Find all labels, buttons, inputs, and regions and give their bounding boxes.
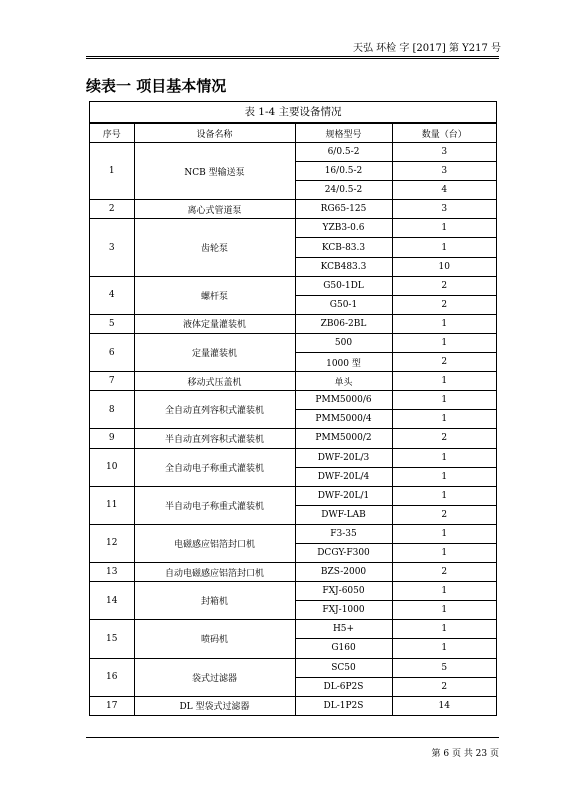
cell-number: 6 xyxy=(90,333,134,371)
cell-number: 3 xyxy=(90,219,134,276)
cell-quantity: 1 xyxy=(392,543,496,562)
cell-quantity: 2 xyxy=(392,276,496,295)
cell-quantity: 1 xyxy=(392,372,496,391)
table-row xyxy=(90,563,496,582)
document-header: 天弘 环检 字 [2017] 第 Y217 号 xyxy=(352,43,501,54)
cell-equipment-name: 喷码机 xyxy=(134,620,295,658)
cell-equipment-name: 螺杆泵 xyxy=(134,276,295,314)
cell-model: 24/0.5-2 xyxy=(295,181,392,200)
cell-model: H5+ xyxy=(295,620,392,639)
cell-quantity: 2 xyxy=(392,295,496,314)
cell-model: PMM5000/4 xyxy=(295,410,392,429)
cell-model: PMM5000/6 xyxy=(295,391,392,410)
cell-quantity: 1 xyxy=(392,333,496,352)
cell-quantity: 3 xyxy=(392,200,496,219)
cell-model: DWF-LAB xyxy=(295,505,392,524)
cell-model: DL-1P2S xyxy=(295,696,392,715)
cell-number: 7 xyxy=(90,372,134,391)
table-row xyxy=(90,524,496,543)
cell-model: RG65-125 xyxy=(295,200,392,219)
cell-equipment-name: 全自动电子称重式灌装机 xyxy=(134,448,295,486)
cell-model: DL-6P2S xyxy=(295,677,392,696)
cell-model: PMM5000/2 xyxy=(295,429,392,448)
cell-quantity: 14 xyxy=(392,696,496,715)
cell-equipment-name: 袋式过滤器 xyxy=(134,658,295,696)
cell-number: 8 xyxy=(90,391,134,429)
table-row xyxy=(90,143,496,162)
equipment-table-container xyxy=(89,101,497,716)
cell-number: 15 xyxy=(90,620,134,658)
cell-quantity: 1 xyxy=(392,601,496,620)
table-body xyxy=(90,143,496,715)
cell-equipment-name: 全自动直列容积式灌装机 xyxy=(134,391,295,429)
cell-quantity: 1 xyxy=(392,219,496,238)
cell-equipment-name: 半自动电子称重式灌装机 xyxy=(134,486,295,524)
cell-number: 16 xyxy=(90,658,134,696)
table-row xyxy=(90,314,496,333)
cell-quantity: 1 xyxy=(392,582,496,601)
table-row xyxy=(90,391,496,410)
cell-quantity: 1 xyxy=(392,467,496,486)
cell-quantity: 1 xyxy=(392,410,496,429)
cell-model: F3-35 xyxy=(295,524,392,543)
cell-equipment-name: 液体定量灌装机 xyxy=(134,314,295,333)
cell-model: DWF-20L/1 xyxy=(295,486,392,505)
cell-number: 10 xyxy=(90,448,134,486)
cell-quantity: 2 xyxy=(392,677,496,696)
column-header-qty: 数量（台） xyxy=(392,124,496,143)
table-row xyxy=(90,219,496,238)
cell-quantity: 2 xyxy=(392,563,496,582)
footer-rule xyxy=(86,737,499,738)
cell-equipment-name: 半自动直列容积式灌装机 xyxy=(134,429,295,448)
table-row xyxy=(90,486,496,505)
cell-quantity: 1 xyxy=(392,238,496,257)
table-header-row xyxy=(90,124,496,143)
section-title: 续表一 项目基本情况 xyxy=(86,77,227,95)
cell-model: FXJ-6050 xyxy=(295,582,392,601)
cell-quantity: 2 xyxy=(392,505,496,524)
cell-number: 2 xyxy=(90,200,134,219)
cell-number: 13 xyxy=(90,563,134,582)
column-header-model: 规格型号 xyxy=(295,124,392,143)
cell-model: 16/0.5-2 xyxy=(295,162,392,181)
cell-equipment-name: NCB 型输送泵 xyxy=(134,143,295,200)
cell-quantity: 1 xyxy=(392,620,496,639)
cell-model: G50-1 xyxy=(295,295,392,314)
table-caption: 表 1-4 主要设备情况 xyxy=(90,102,496,123)
cell-quantity: 1 xyxy=(392,391,496,410)
table-row xyxy=(90,658,496,677)
table-row xyxy=(90,696,496,715)
cell-quantity: 10 xyxy=(392,257,496,276)
cell-model: FXJ-1000 xyxy=(295,601,392,620)
cell-quantity: 2 xyxy=(392,429,496,448)
cell-number: 12 xyxy=(90,524,134,562)
table-row xyxy=(90,429,496,448)
table-row xyxy=(90,333,496,352)
cell-quantity: 4 xyxy=(392,181,496,200)
cell-equipment-name: 离心式管道泵 xyxy=(134,200,295,219)
cell-model: KCB483.3 xyxy=(295,257,392,276)
cell-equipment-name: DL 型袋式过滤器 xyxy=(134,696,295,715)
cell-quantity: 2 xyxy=(392,353,496,372)
cell-number: 17 xyxy=(90,696,134,715)
cell-equipment-name: 自动电磁感应铝箔封口机 xyxy=(134,563,295,582)
cell-model: 1000 型 xyxy=(295,353,392,372)
cell-model: 6/0.5-2 xyxy=(295,143,392,162)
header-rule-thin xyxy=(86,58,499,59)
cell-quantity: 1 xyxy=(392,639,496,658)
cell-model: G50-1DL xyxy=(295,276,392,295)
cell-model: BZS-2000 xyxy=(295,563,392,582)
table-row xyxy=(90,448,496,467)
header-rule xyxy=(86,56,499,57)
cell-model: KCB-83.3 xyxy=(295,238,392,257)
equipment-table xyxy=(90,123,496,715)
cell-model: DWF-20L/4 xyxy=(295,467,392,486)
cell-quantity: 1 xyxy=(392,524,496,543)
cell-equipment-name: 移动式压盖机 xyxy=(134,372,295,391)
table-row xyxy=(90,620,496,639)
cell-quantity: 1 xyxy=(392,448,496,467)
table-row xyxy=(90,372,496,391)
cell-model: ZB06-2BL xyxy=(295,314,392,333)
cell-model: YZB3-0.6 xyxy=(295,219,392,238)
cell-quantity: 5 xyxy=(392,658,496,677)
cell-model: 500 xyxy=(295,333,392,352)
cell-number: 5 xyxy=(90,314,134,333)
cell-equipment-name: 齿轮泵 xyxy=(134,219,295,276)
page-number: 第 6 页 共 23 页 xyxy=(431,749,499,759)
cell-number: 9 xyxy=(90,429,134,448)
cell-equipment-name: 定量灌装机 xyxy=(134,333,295,371)
cell-number: 1 xyxy=(90,143,134,200)
cell-quantity: 1 xyxy=(392,314,496,333)
table-row xyxy=(90,276,496,295)
cell-model: DWF-20L/3 xyxy=(295,448,392,467)
table-row xyxy=(90,582,496,601)
cell-model: SC50 xyxy=(295,658,392,677)
column-header-no: 序号 xyxy=(90,124,134,143)
column-header-name: 设备名称 xyxy=(134,124,295,143)
cell-number: 4 xyxy=(90,276,134,314)
cell-equipment-name: 封箱机 xyxy=(134,582,295,620)
cell-quantity: 3 xyxy=(392,143,496,162)
cell-equipment-name: 电磁感应铝箔封口机 xyxy=(134,524,295,562)
cell-model: DCGY-F300 xyxy=(295,543,392,562)
cell-quantity: 1 xyxy=(392,486,496,505)
table-row xyxy=(90,200,496,219)
cell-number: 11 xyxy=(90,486,134,524)
cell-quantity: 3 xyxy=(392,162,496,181)
cell-model: G160 xyxy=(295,639,392,658)
cell-model: 单头 xyxy=(295,372,392,391)
cell-number: 14 xyxy=(90,582,134,620)
